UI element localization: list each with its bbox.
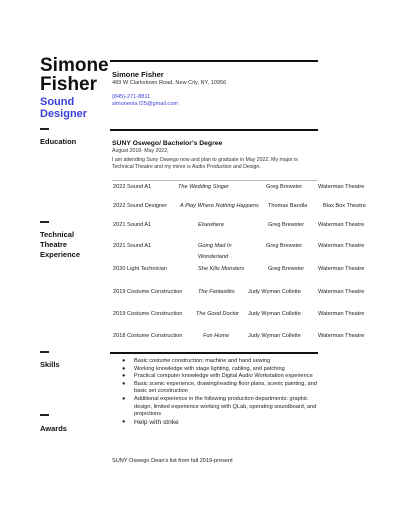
- header-email[interactable]: simonenia f25@gmail.com: [112, 101, 178, 107]
- exp-role: 2021 Sound A1: [113, 243, 152, 249]
- exp-venue: Waterman Theatre: [318, 184, 365, 190]
- exp-venue: Blax Box Theatre: [323, 203, 366, 209]
- experience-dash: [40, 221, 49, 223]
- skill-text: Additional experience in the following production departments: graphic design, limited experience working with QLab, operating soundboard, and projections: [134, 395, 317, 418]
- education-title: SUNY Oswego/ Bachelor's Degree: [112, 140, 223, 147]
- bullet-icon: ●: [122, 373, 126, 380]
- exp-director: Greg Brewster: [268, 222, 305, 228]
- exp-venue: Waterman Theatre: [318, 243, 365, 249]
- list-item: [112, 358, 318, 366]
- exp-show: The Wedding Singer: [178, 184, 229, 190]
- experience-label-line-3: Experience: [40, 250, 81, 259]
- exp-role: 2019 Costume Construction: [113, 311, 183, 317]
- exp-venue: Waterman Theatre: [318, 333, 365, 339]
- skills-rule: [110, 352, 318, 354]
- skill-text: Working knowledge with stage lighting, cabling, and patching: [134, 365, 285, 372]
- header-address: 489 W Clarkstown Road, New City, NY, 10956: [112, 80, 227, 86]
- skill-text: Help with strike: [134, 418, 179, 426]
- exp-show: Going Mad In: [198, 243, 232, 249]
- exp-show: Elsewhere: [198, 222, 225, 228]
- section-skills-label: Skills: [40, 360, 60, 369]
- bullet-icon: ●: [122, 358, 126, 364]
- skill-text: Practical computer knowledge with Digital Audio Workstation experience: [134, 373, 313, 380]
- exp-show: She Kills Monsters: [198, 266, 245, 272]
- education-dash: [40, 128, 49, 130]
- role-title: [40, 96, 87, 120]
- exp-director: Thomas Bandla: [268, 203, 308, 209]
- education-dates: August 2018- May 2022,: [112, 148, 169, 154]
- exp-role: 2022 Sound Designer: [113, 203, 168, 209]
- last-name: Fisher: [40, 74, 98, 95]
- exp-role: 2020 Light Technician: [113, 266, 168, 272]
- experience-divider: [112, 180, 318, 181]
- exp-director: Greg Brewster: [266, 184, 303, 190]
- exp-show: A Play Where Nothing Happens: [180, 203, 259, 209]
- experience-label-line-2: Theatre: [40, 240, 68, 249]
- skills-dash: [40, 351, 49, 353]
- awards-dash: [40, 414, 49, 416]
- list-item: [112, 373, 318, 381]
- bullet-icon: ●: [122, 380, 126, 387]
- exp-show: Fun Home: [203, 333, 230, 339]
- candidate-name: [40, 56, 109, 94]
- first-name: Simone: [40, 55, 109, 76]
- exp-role: 2021 Sound A1: [113, 222, 152, 228]
- list-item: [112, 396, 318, 419]
- section-experience-label: [40, 230, 80, 260]
- exp-show-continued: Wonderland: [198, 254, 229, 260]
- skill-text: Basic scenic experience, drawing/reading floor plans, scenic painting, and basic set construction: [134, 380, 317, 395]
- section-awards-label: Awards: [40, 424, 67, 433]
- role-line-1: Sound: [40, 96, 75, 108]
- exp-director: Judy Wyman Collette: [248, 311, 301, 317]
- bullet-icon: ●: [122, 365, 126, 372]
- exp-role: 2019 Costume Construction: [113, 289, 183, 295]
- skills-list: [112, 358, 318, 426]
- skill-text: Basic costume construction; machine and hand sewing: [134, 358, 271, 364]
- bullet-icon: ●: [122, 418, 126, 425]
- exp-venue: Waterman Theatre: [318, 222, 365, 228]
- award-text: SUNY Oswego Dean's list from fall 2019-present: [112, 458, 233, 464]
- role-line-2: Designer: [40, 108, 88, 120]
- bullet-icon: ●: [122, 395, 126, 402]
- list-item: [112, 419, 318, 427]
- exp-director: Judy Wyman Collette: [248, 333, 301, 339]
- exp-show: The Good Doctor: [196, 311, 239, 317]
- list-item: [112, 381, 318, 396]
- exp-venue: Waterman Theatre: [318, 311, 365, 317]
- exp-show: The Fantastiks: [198, 289, 235, 295]
- list-item: [112, 366, 318, 374]
- experience-label-line-1: Technical: [40, 230, 75, 239]
- exp-venue: Waterman Theatre: [318, 266, 365, 272]
- education-description: I am attending Suny Oswego now and plan to graduate in May 2022. My major is Technical Theatre and my minor is Audio Production and Design.: [112, 157, 298, 170]
- exp-director: Judy Wyman Collette: [248, 289, 301, 295]
- exp-director: Greg Brewster: [268, 266, 305, 272]
- section-education-label: Education: [40, 137, 77, 146]
- header-name: Simone Fisher: [112, 70, 164, 79]
- header-phone[interactable]: (845)-271-8811: [112, 94, 151, 100]
- exp-role: 2018 Costume Construction: [113, 333, 183, 339]
- exp-director: Greg Brewster: [266, 243, 303, 249]
- exp-venue: Waterman Theatre: [318, 289, 365, 295]
- education-rule: [110, 129, 318, 131]
- header-rule: [110, 60, 318, 62]
- exp-role: 2022 Sound A1: [113, 184, 152, 190]
